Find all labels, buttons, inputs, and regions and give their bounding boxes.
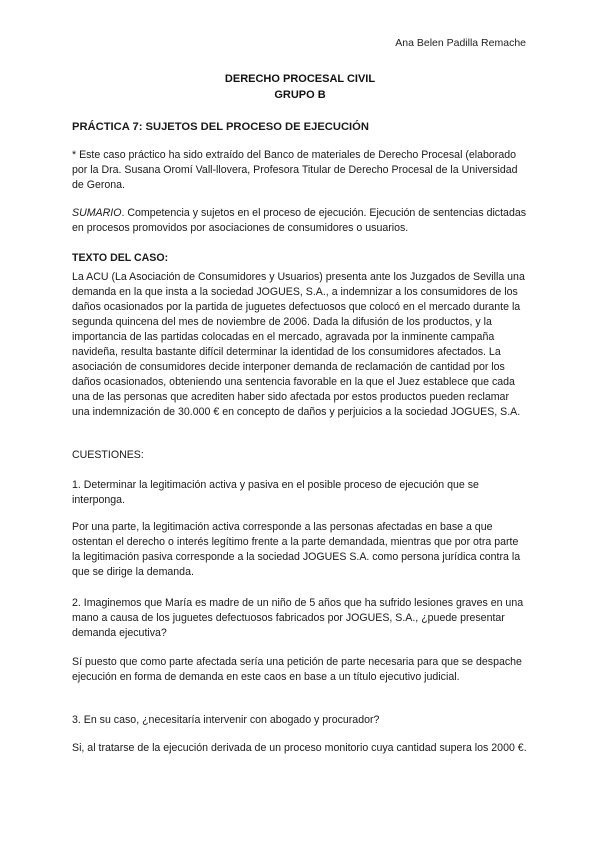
practice-title: PRÁCTICA 7: SUJETOS DEL PROCESO DE EJECUCIÓN: [72, 121, 369, 133]
author-name: Ana Belen Padilla Remache: [395, 37, 526, 49]
answer-3: Si, al tratarse de la ejecución derivada de un proceso monitorio cuya cantidad supera los 2000 €.: [72, 742, 527, 754]
question-2: 2. Imaginemos que María es madre de un niño de 5 años que ha sufrido lesiones graves en una mano a causa de los juguetes defectuosos fabricados por JOGUES, S.A., ¿puede presentar demanda ejecutiva?: [72, 597, 524, 639]
intro-note: * Este caso práctico ha sido extraído del Banco de materiales de Derecho Procesal (elaborado por la Dra. Susana Oromí Vall-llovera, Profesora Titular de Derecho Procesal de la Universidad de Gerona.: [72, 149, 518, 191]
case-heading: TEXTO DEL CASO:: [72, 252, 169, 264]
questions-heading: CUESTIONES:: [72, 449, 144, 461]
summary-paragraph: [72, 206, 528, 236]
question-1: 1. Determinar la legitimación activa y pasiva en el posible proceso de ejecución que se interponga.: [72, 479, 479, 506]
answer-2: Sí puesto que como parte afectada sería una petición de parte necesaria para que se despache ejecución en forma de demanda en este caos en base a un título ejecutivo judicial.: [72, 656, 522, 683]
summary-label: SUMARIO: [72, 207, 122, 219]
course-title: DERECHO PROCESAL CIVIL: [224, 73, 376, 85]
group-title: GRUPO B: [274, 89, 326, 101]
summary-text: . Competencia y sujetos en el proceso de ejecución. Ejecución de sentencias dictadas en procesos promovidos por asociaciones de consumidores o usuarios.: [72, 207, 527, 234]
case-text: La ACU (La Asociación de Consumidores y Usuarios) presenta ante los Juzgados de Sevilla una demanda en la que insta a la sociedad JOGUES, S.A., a indemnizar a los consumidores de los daños ocasionados por la partida de juguetes defectuosos que colocó en el mercado durante la segunda quincena del mes de noviembre de 2006. Dada la difusión de los productos, y la importancia de las partidas colocadas en el mercado, agravada por la inminente campaña navideña, resulta bastante difícil determinar la identidad de los consumidores afectados. La asociación de consumidores decide interponer demanda de reclamación de cantidad por los daños ocasionados, obteniendo una sentencia favorable en la que el Juez establece que cada una de las personas que acrediten haber sido afectada por estos productos pueden reclamar una indemnización de 30.000 € en concepto de daños y perjuicios a la sociedad JOGUES, S.A.: [72, 271, 525, 418]
question-3: 3. En su caso, ¿necesitaría intervenir con abogado y procurador?: [72, 714, 380, 726]
answer-1: Por una parte, la legitimación activa corresponde a las personas afectadas en base a que ostentan el derecho o interés legítimo frente a la parte demandada, mientras que por otra parte la legitimación pasiva corresponde a la sociedad JOGUES S.A. como persona jurídica contra la que se dirige la demanda.: [72, 521, 521, 578]
